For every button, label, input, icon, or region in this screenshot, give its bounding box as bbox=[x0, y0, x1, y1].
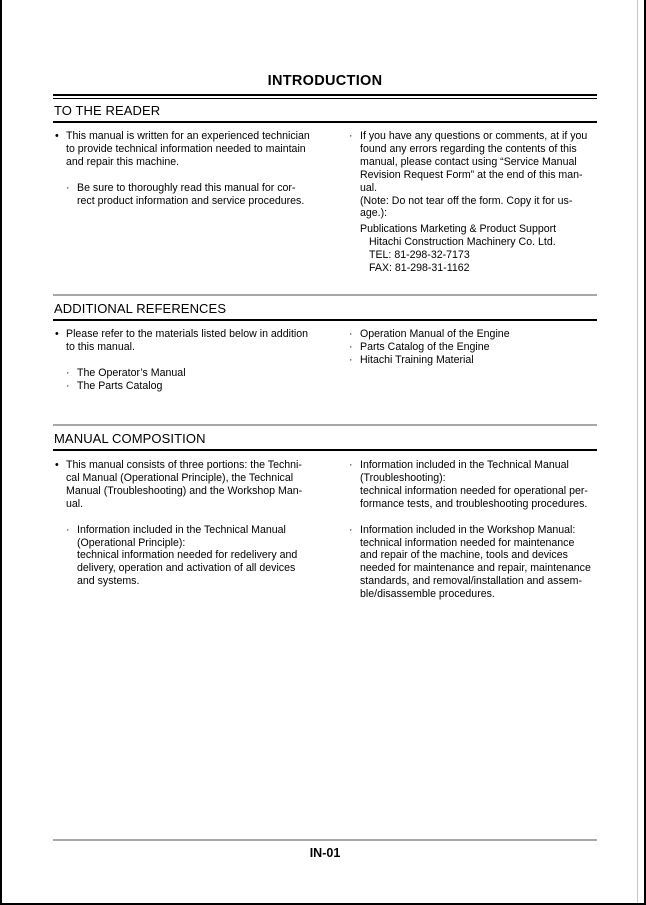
additional-references-left-column bbox=[55, 328, 313, 393]
text-line: technical information needed for redelivery and bbox=[77, 549, 298, 562]
list-item bbox=[55, 367, 313, 380]
bullet-mark: • bbox=[55, 459, 59, 471]
text-line: This manual is written for an experienced technician bbox=[66, 130, 310, 142]
reference-label: Parts Catalog of the Engine bbox=[360, 340, 490, 353]
text-line: Manual (Troubleshooting) and the Workshop Man- bbox=[66, 484, 303, 497]
text-line: and repair this machine. bbox=[66, 155, 180, 168]
section-rule-additional-references bbox=[53, 319, 597, 321]
dot-mark: · bbox=[66, 523, 70, 536]
list-item bbox=[349, 328, 597, 341]
text-line: Information included in the Technical Manual bbox=[77, 523, 286, 536]
bullet-item bbox=[55, 130, 313, 169]
list-item bbox=[349, 524, 597, 601]
section-rule-to-the-reader bbox=[53, 121, 597, 123]
list-item bbox=[55, 380, 313, 393]
text-line: (Troubleshooting): bbox=[360, 471, 446, 484]
dot-mark: · bbox=[66, 181, 70, 194]
bullet-mark: • bbox=[55, 328, 59, 340]
text-line: Information included in the Technical Manual bbox=[360, 459, 569, 471]
contact-block bbox=[349, 223, 597, 275]
section-heading-additional-references: ADDITIONAL REFERENCES bbox=[54, 301, 227, 316]
section-heading-to-the-reader: TO THE READER bbox=[54, 103, 161, 118]
dot-mark: · bbox=[349, 328, 353, 340]
contact-fax: FAX: 81-298-31-1162 bbox=[369, 262, 470, 275]
dot-mark: · bbox=[66, 379, 70, 392]
reference-label: The Operator’s Manual bbox=[77, 366, 186, 379]
dot-mark: · bbox=[349, 459, 353, 471]
dot-item bbox=[349, 130, 597, 220]
text-line: ual. bbox=[66, 497, 84, 510]
list-item bbox=[349, 354, 597, 367]
bullet-item bbox=[55, 459, 313, 511]
text-line: needed for maintenance and repair, maintenance bbox=[360, 562, 591, 575]
section-rule-manual-composition bbox=[53, 449, 597, 451]
text-line: ble/disassemble procedures. bbox=[360, 588, 495, 601]
text-line: standards, and removal/installation and assem- bbox=[360, 575, 582, 588]
text-line: Be sure to thoroughly read this manual for cor- bbox=[77, 181, 296, 194]
title-rule-thin bbox=[53, 98, 597, 99]
dot-mark: · bbox=[66, 366, 70, 379]
text-line: rect product information and service procedures. bbox=[77, 194, 305, 207]
manual-composition-right-column bbox=[349, 459, 597, 601]
additional-references-right-column bbox=[349, 328, 597, 367]
page-border-left bbox=[0, 0, 2, 905]
contact-tel: TEL: 81-298-32-7173 bbox=[369, 249, 470, 262]
reference-label: Hitachi Training Material bbox=[360, 353, 474, 366]
page-number: IN-01 bbox=[309, 846, 341, 860]
text-line: manual, please contact using “Service Manual bbox=[360, 155, 577, 168]
section-divider bbox=[53, 424, 597, 426]
text-line: technical information needed for maintenance bbox=[360, 536, 575, 549]
section-heading-manual-composition: MANUAL COMPOSITION bbox=[54, 431, 206, 446]
text-line: and repair of the machine, tools and devices bbox=[360, 549, 568, 562]
text-line: formance tests, and troubleshooting procedures. bbox=[360, 497, 588, 510]
page-border-right-shadow bbox=[637, 0, 638, 905]
text-line: ual. bbox=[360, 181, 378, 194]
dot-mark: · bbox=[349, 523, 353, 536]
footer-rule bbox=[53, 839, 597, 841]
title-rule-thick bbox=[53, 94, 597, 96]
text-line: If you have any questions or comments, at if you bbox=[360, 130, 588, 142]
dot-mark: · bbox=[349, 340, 353, 353]
text-line: to provide technical information needed to maintain bbox=[66, 142, 306, 155]
text-line: delivery, operation and activation of all devices bbox=[77, 562, 296, 575]
list-item bbox=[349, 341, 597, 354]
page-title: INTRODUCTION bbox=[267, 73, 383, 89]
text-line: and systems. bbox=[77, 575, 140, 588]
contact-department: Publications Marketing & Product Support bbox=[360, 223, 557, 236]
sub-item bbox=[55, 524, 313, 589]
bullet-item bbox=[55, 328, 313, 354]
manual-composition-left-column bbox=[55, 459, 313, 588]
reference-label: The Parts Catalog bbox=[77, 379, 163, 392]
dot-mark: · bbox=[349, 130, 353, 142]
text-line: This manual consists of three portions: the Techni- bbox=[66, 459, 302, 471]
sub-item bbox=[55, 182, 313, 208]
text-line: (Note: Do not tear off the form. Copy it for us- bbox=[360, 194, 573, 207]
text-line: Information included in the Workshop Manual: bbox=[360, 523, 576, 536]
text-line: Please refer to the materials listed below in addition bbox=[66, 328, 309, 340]
text-line: found any errors regarding the contents of this bbox=[360, 142, 577, 155]
to-the-reader-right-column bbox=[349, 130, 597, 275]
text-line: age.): bbox=[360, 207, 388, 220]
text-line: (Operational Principle): bbox=[77, 536, 186, 549]
text-line: to this manual. bbox=[66, 340, 135, 353]
bullet-mark: • bbox=[55, 130, 59, 142]
list-item bbox=[349, 459, 597, 511]
text-line: technical information needed for operational per- bbox=[360, 484, 588, 497]
text-line: cal Manual (Operational Principle), the Technical bbox=[66, 471, 294, 484]
text-line: Revision Request Form” at the end of this man- bbox=[360, 168, 583, 181]
contact-company: Hitachi Construction Machinery Co. Ltd. bbox=[369, 236, 556, 249]
dot-mark: · bbox=[349, 353, 353, 366]
to-the-reader-left-column bbox=[55, 130, 313, 208]
reference-label: Operation Manual of the Engine bbox=[360, 328, 510, 340]
section-divider bbox=[53, 294, 597, 296]
